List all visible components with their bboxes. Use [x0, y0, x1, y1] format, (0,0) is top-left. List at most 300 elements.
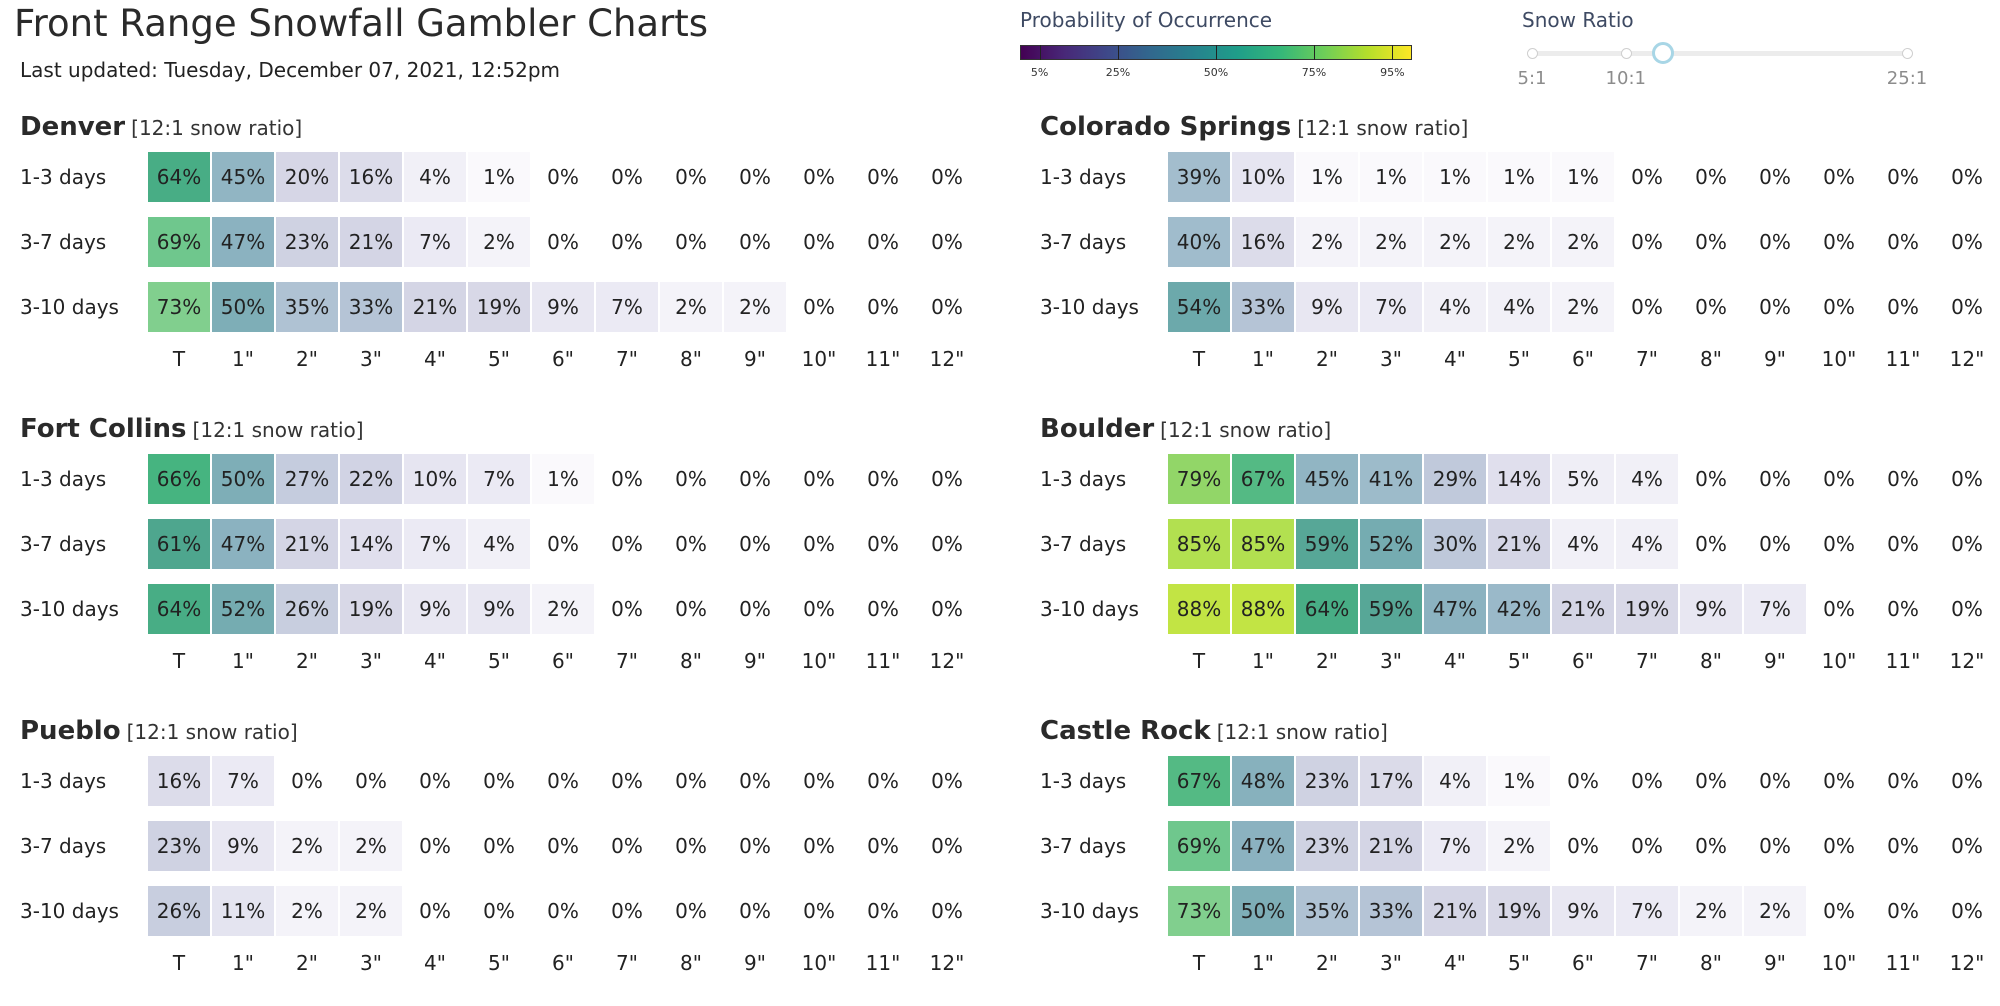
x-tick-label: 1" — [232, 951, 254, 975]
x-tick-label: 5" — [1508, 649, 1530, 673]
heatmap-cell: 0% — [1936, 454, 1998, 504]
chart-title: Fort Collins — [20, 414, 187, 444]
chart-castle-rock — [1040, 716, 2000, 1006]
heatmap-cell: 0% — [340, 756, 402, 806]
heatmap-cell: 47% — [1424, 584, 1486, 634]
legend-tickmark — [1040, 45, 1041, 60]
x-tick-label: 9" — [1764, 649, 1786, 673]
heatmap-cell: 0% — [1872, 152, 1934, 202]
chart-header — [20, 112, 302, 142]
x-tick-label: 4" — [424, 649, 446, 673]
heatmap-cell: 0% — [1872, 519, 1934, 569]
heatmap-cell: 0% — [404, 886, 466, 936]
heatmap-cell: 0% — [596, 886, 658, 936]
heatmap-cell: 0% — [1680, 519, 1742, 569]
x-tick-label: 7" — [616, 347, 638, 371]
heatmap-cell: 2% — [276, 886, 338, 936]
heatmap-cell: 0% — [404, 756, 466, 806]
heatmap-cell: 0% — [1936, 519, 1998, 569]
x-tick-label: 8" — [1700, 649, 1722, 673]
heatmap-cell: 26% — [148, 886, 210, 936]
heatmap-cell: 2% — [468, 217, 530, 267]
heatmap-cell: 4% — [1552, 519, 1614, 569]
x-tick-label: 2" — [1316, 347, 1338, 371]
heatmap-cell: 79% — [1168, 454, 1230, 504]
heatmap-cell: 4% — [404, 152, 466, 202]
heatmap-cell: 0% — [1616, 217, 1678, 267]
x-tick-label: 11" — [865, 649, 901, 673]
heatmap-cell: 0% — [852, 217, 914, 267]
x-tick-label: 9" — [744, 649, 766, 673]
heatmap-cell: 0% — [852, 584, 914, 634]
heatmap-cell: 0% — [660, 519, 722, 569]
heatmap-cell: 21% — [276, 519, 338, 569]
heatmap-cell: 0% — [1808, 152, 1870, 202]
heatmap-cell: 4% — [468, 519, 530, 569]
row-label: 3-7 days — [20, 230, 107, 254]
x-tick-label: 1" — [1252, 347, 1274, 371]
heatmap-cell: 10% — [1232, 152, 1294, 202]
heatmap-cell: 0% — [660, 821, 722, 871]
slider-title: Snow Ratio — [1522, 8, 1634, 32]
heatmap-cell: 0% — [1744, 217, 1806, 267]
heatmap-cell: 4% — [1616, 454, 1678, 504]
x-tick-label: 1" — [1252, 649, 1274, 673]
heatmap-cell: 17% — [1360, 756, 1422, 806]
heatmap-cell: 19% — [1616, 584, 1678, 634]
heatmap-cell: 0% — [1680, 454, 1742, 504]
heatmap-cell: 0% — [916, 519, 978, 569]
heatmap-cell: 11% — [212, 886, 274, 936]
chart-title: Denver — [20, 112, 126, 142]
x-tick-label: 8" — [680, 649, 702, 673]
x-tick-label: 2" — [1316, 951, 1338, 975]
chart-header — [1040, 716, 1388, 746]
x-tick-label: 12" — [929, 649, 965, 673]
slider-mark-dot[interactable] — [1902, 48, 1913, 59]
heatmap-cell: 0% — [1936, 821, 1998, 871]
heatmap-cell: 0% — [1744, 454, 1806, 504]
x-tick-label: 3" — [360, 951, 382, 975]
x-tick-label: 12" — [929, 347, 965, 371]
x-tick-label: 5" — [488, 347, 510, 371]
slider-mark-label: 25:1 — [1886, 68, 1928, 89]
heatmap-cell: 88% — [1168, 584, 1230, 634]
heatmap-cell: 30% — [1424, 519, 1486, 569]
heatmap-cell: 0% — [852, 519, 914, 569]
x-tick-label: 3" — [1380, 347, 1402, 371]
heatmap-cell: 66% — [148, 454, 210, 504]
row-label: 3-10 days — [1040, 899, 1139, 923]
row-label: 1-3 days — [1040, 165, 1127, 189]
heatmap-cell: 0% — [852, 756, 914, 806]
heatmap-cell: 0% — [1744, 756, 1806, 806]
heatmap-cell: 5% — [1552, 454, 1614, 504]
heatmap-cell: 0% — [1744, 821, 1806, 871]
x-tick-label: 10" — [801, 951, 837, 975]
heatmap-cell: 0% — [532, 886, 594, 936]
heatmap-cell: 0% — [724, 821, 786, 871]
x-tick-label: T — [1192, 951, 1206, 975]
heatmap-cell: 0% — [1936, 282, 1998, 332]
heatmap-cell: 0% — [1808, 756, 1870, 806]
x-tick-label: 10" — [1821, 951, 1857, 975]
heatmap-cell: 47% — [1232, 821, 1294, 871]
heatmap-cell: 4% — [1488, 282, 1550, 332]
heatmap-cell: 0% — [1680, 152, 1742, 202]
heatmap-cell: 0% — [596, 821, 658, 871]
heatmap-cell: 7% — [1360, 282, 1422, 332]
x-tick-label: 5" — [1508, 951, 1530, 975]
heatmap-cell: 33% — [340, 282, 402, 332]
slider-track[interactable] — [1528, 51, 1908, 56]
heatmap-cell: 0% — [1616, 282, 1678, 332]
x-tick-label: 11" — [1885, 649, 1921, 673]
x-tick-label: 10" — [1821, 347, 1857, 371]
heatmap-cell: 14% — [1488, 454, 1550, 504]
x-tick-label: 5" — [1508, 347, 1530, 371]
x-tick-label: 7" — [1636, 649, 1658, 673]
legend-tickmark — [1118, 45, 1119, 60]
row-label: 3-10 days — [1040, 295, 1139, 319]
x-tick-label: 11" — [1885, 951, 1921, 975]
snow-ratio-slider[interactable] — [1517, 8, 1940, 89]
x-tick-label: T — [172, 951, 186, 975]
x-tick-label: T — [1192, 347, 1206, 371]
legend-tick-label: 95% — [1380, 66, 1405, 79]
heatmap-cell: 64% — [148, 152, 210, 202]
legend-tick-label: 75% — [1301, 66, 1327, 79]
heatmap-cell: 0% — [1808, 282, 1870, 332]
heatmap-cell: 23% — [1296, 821, 1358, 871]
heatmap-cell: 0% — [1872, 282, 1934, 332]
heatmap-cell: 0% — [788, 519, 850, 569]
slider-mark-label: 10:1 — [1605, 68, 1646, 89]
heatmap-cell: 0% — [916, 152, 978, 202]
heatmap-cell: 2% — [1360, 217, 1422, 267]
x-tick-label: 12" — [1949, 951, 1985, 975]
x-tick-label: 1" — [232, 347, 254, 371]
slider-mark-dot[interactable] — [1621, 48, 1632, 59]
heatmap-cell: 16% — [148, 756, 210, 806]
heatmap-cell: 0% — [788, 584, 850, 634]
heatmap-cell: 0% — [1744, 519, 1806, 569]
x-tick-label: 7" — [1636, 347, 1658, 371]
x-tick-label: 6" — [552, 649, 574, 673]
heatmap-cell: 0% — [1744, 282, 1806, 332]
chart-title: Pueblo — [20, 716, 121, 746]
chart-denver — [20, 112, 1010, 402]
row-label: 3-7 days — [1040, 230, 1127, 254]
heatmap-cell: 0% — [788, 821, 850, 871]
heatmap-cell: 2% — [276, 821, 338, 871]
x-tick-label: T — [172, 649, 186, 673]
heatmap-cell: 7% — [468, 454, 530, 504]
heatmap-cell: 20% — [276, 152, 338, 202]
x-tick-label: 11" — [865, 347, 901, 371]
row-label: 1-3 days — [20, 467, 107, 491]
heatmap-cell: 0% — [1872, 217, 1934, 267]
heatmap-cell: 0% — [1808, 886, 1870, 936]
heatmap-cell: 0% — [1744, 152, 1806, 202]
x-tick-label: 2" — [296, 347, 318, 371]
heatmap-cell: 73% — [1168, 886, 1230, 936]
x-tick-label: 12" — [1949, 347, 1985, 371]
heatmap-cell: 2% — [1680, 886, 1742, 936]
heatmap-cell: 0% — [1616, 152, 1678, 202]
slider-mark-dot[interactable] — [1527, 48, 1538, 59]
heatmap-cell: 4% — [1424, 282, 1486, 332]
x-tick-label: 8" — [680, 951, 702, 975]
x-tick-label: 11" — [865, 951, 901, 975]
heatmap-cell: 0% — [660, 584, 722, 634]
heatmap-cell: 2% — [1488, 217, 1550, 267]
x-tick-label: 3" — [360, 649, 382, 673]
heatmap-cell: 0% — [724, 584, 786, 634]
heatmap-cell: 0% — [724, 152, 786, 202]
heatmap-cell: 35% — [276, 282, 338, 332]
heatmap-cell: 0% — [1680, 282, 1742, 332]
heatmap-cell: 0% — [1808, 584, 1870, 634]
chart-title: Boulder — [1040, 414, 1155, 444]
heatmap-cell: 21% — [1488, 519, 1550, 569]
heatmap-cell: 1% — [1488, 152, 1550, 202]
heatmap-cell: 0% — [276, 756, 338, 806]
heatmap-cell: 14% — [340, 519, 402, 569]
x-tick-label: 8" — [1700, 951, 1722, 975]
heatmap-cell: 0% — [532, 152, 594, 202]
legend-tickmark — [1216, 45, 1217, 60]
x-tick-label: 2" — [296, 951, 318, 975]
heatmap-cell: 47% — [212, 217, 274, 267]
row-label: 3-10 days — [20, 295, 119, 319]
heatmap-cell: 0% — [660, 756, 722, 806]
row-label: 3-7 days — [1040, 532, 1127, 556]
heatmap-cell: 0% — [1936, 152, 1998, 202]
row-label: 3-10 days — [1040, 597, 1139, 621]
heatmap-cell: 2% — [1488, 821, 1550, 871]
heatmap-cell: 9% — [1296, 282, 1358, 332]
legend-tickmark — [1392, 45, 1393, 60]
heatmap-cell: 7% — [404, 217, 466, 267]
heatmap-cell: 42% — [1488, 584, 1550, 634]
heatmap-cell: 0% — [532, 519, 594, 569]
x-tick-label: 1" — [1252, 951, 1274, 975]
x-tick-label: T — [1192, 649, 1206, 673]
heatmap-cell: 1% — [1296, 152, 1358, 202]
x-tick-label: 3" — [1380, 649, 1402, 673]
x-tick-label: 7" — [616, 649, 638, 673]
heatmap-cell: 0% — [1552, 821, 1614, 871]
heatmap-cell: 22% — [340, 454, 402, 504]
heatmap-cell: 33% — [1360, 886, 1422, 936]
x-tick-label: 5" — [488, 649, 510, 673]
heatmap-cell: 0% — [852, 454, 914, 504]
heatmap-cell: 67% — [1232, 454, 1294, 504]
heatmap-cell: 0% — [596, 454, 658, 504]
heatmap-cell: 0% — [1936, 584, 1998, 634]
heatmap-cell: 0% — [724, 756, 786, 806]
x-tick-label: 6" — [552, 951, 574, 975]
heatmap-cell: 0% — [724, 519, 786, 569]
heatmap-cell: 7% — [1616, 886, 1678, 936]
heatmap-cell: 21% — [404, 282, 466, 332]
heatmap-cell: 0% — [1808, 454, 1870, 504]
heatmap-cell: 0% — [916, 282, 978, 332]
heatmap-cell: 2% — [724, 282, 786, 332]
chart-header — [20, 716, 298, 746]
heatmap-cell: 0% — [1680, 756, 1742, 806]
heatmap-cell: 85% — [1232, 519, 1294, 569]
heatmap-cell: 0% — [788, 454, 850, 504]
heatmap-cell: 0% — [532, 821, 594, 871]
x-tick-label: 12" — [929, 951, 965, 975]
heatmap-cell: 0% — [724, 217, 786, 267]
heatmap-cell: 0% — [596, 217, 658, 267]
x-tick-label: 10" — [801, 649, 837, 673]
page-title: Front Range Snowfall Gambler Charts — [14, 2, 709, 45]
x-tick-label: 4" — [424, 951, 446, 975]
heatmap-cell: 0% — [596, 584, 658, 634]
heatmap-cell: 0% — [404, 821, 466, 871]
x-tick-label: 4" — [424, 347, 446, 371]
heatmap-cell: 0% — [1936, 886, 1998, 936]
heatmap-cell: 0% — [916, 821, 978, 871]
legend-tickmark — [1314, 45, 1315, 60]
heatmap-cell: 9% — [404, 584, 466, 634]
row-label: 1-3 days — [1040, 467, 1127, 491]
heatmap-cell: 0% — [788, 217, 850, 267]
x-tick-label: 4" — [1444, 649, 1466, 673]
heatmap-cell: 9% — [1680, 584, 1742, 634]
x-tick-label: 4" — [1444, 951, 1466, 975]
heatmap-cell: 2% — [1296, 217, 1358, 267]
heatmap-cell: 40% — [1168, 217, 1230, 267]
row-label: 1-3 days — [1040, 769, 1127, 793]
x-tick-label: 2" — [1316, 649, 1338, 673]
row-label: 3-7 days — [20, 532, 107, 556]
row-label: 3-7 days — [20, 834, 107, 858]
heatmap-cell: 50% — [1232, 886, 1294, 936]
x-tick-label: 6" — [552, 347, 574, 371]
heatmap-cell: 0% — [1680, 821, 1742, 871]
heatmap-cell: 0% — [916, 217, 978, 267]
chart-header — [1040, 112, 1468, 142]
heatmap-cell: 0% — [916, 886, 978, 936]
heatmap-cell: 2% — [532, 584, 594, 634]
heatmap-cell: 0% — [532, 217, 594, 267]
x-tick-label: 9" — [1764, 951, 1786, 975]
heatmap-cell: 23% — [148, 821, 210, 871]
legend-tick-label: 50% — [1203, 66, 1229, 79]
x-tick-label: 12" — [1949, 649, 1985, 673]
x-tick-label: 5" — [488, 951, 510, 975]
heatmap-cell: 23% — [1296, 756, 1358, 806]
heatmap-cell: 0% — [1936, 217, 1998, 267]
heatmap-cell: 0% — [660, 217, 722, 267]
heatmap-cell: 45% — [212, 152, 274, 202]
heatmap-cell: 2% — [1424, 217, 1486, 267]
heatmap-cell: 0% — [1872, 886, 1934, 936]
x-tick-label: 10" — [1821, 649, 1857, 673]
x-tick-label: 6" — [1572, 951, 1594, 975]
heatmap-cell: 0% — [788, 152, 850, 202]
heatmap-cell: 0% — [532, 756, 594, 806]
heatmap-cell: 52% — [212, 584, 274, 634]
row-label: 3-10 days — [20, 899, 119, 923]
heatmap-cell: 50% — [212, 454, 274, 504]
chart-subtitle: [12:1 snow ratio] — [192, 418, 364, 442]
heatmap-cell: 23% — [276, 217, 338, 267]
heatmap-cell: 0% — [852, 282, 914, 332]
heatmap-cell: 41% — [1360, 454, 1422, 504]
heatmap-cell: 9% — [532, 282, 594, 332]
slider-handle[interactable] — [1652, 42, 1674, 64]
heatmap-cell: 0% — [1872, 454, 1934, 504]
heatmap-cell: 0% — [1872, 821, 1934, 871]
chart-subtitle: [12:1 snow ratio] — [1216, 720, 1388, 744]
heatmap-cell: 0% — [596, 756, 658, 806]
heatmap-cell: 50% — [212, 282, 274, 332]
heatmap-cell: 0% — [660, 886, 722, 936]
heatmap-cell: 21% — [1552, 584, 1614, 634]
chart-fort-collins — [20, 414, 1010, 704]
chart-title: Castle Rock — [1040, 716, 1211, 746]
legend-tick-label: 25% — [1105, 66, 1131, 79]
x-tick-label: 1" — [232, 649, 254, 673]
heatmap-cell: 1% — [1488, 756, 1550, 806]
heatmap-cell: 0% — [852, 821, 914, 871]
heatmap-cell: 2% — [340, 886, 402, 936]
chart-colorado-springs — [1040, 112, 2000, 402]
x-tick-label: 10" — [801, 347, 837, 371]
heatmap-cell: 0% — [1872, 584, 1934, 634]
heatmap-cell: 7% — [596, 282, 658, 332]
heatmap-cell: 7% — [1744, 584, 1806, 634]
heatmap-cell: 0% — [852, 886, 914, 936]
chart-boulder — [1040, 414, 2000, 704]
heatmap-cell: 73% — [148, 282, 210, 332]
x-tick-label: 6" — [1572, 347, 1594, 371]
heatmap-cell: 9% — [212, 821, 274, 871]
row-label: 1-3 days — [20, 769, 107, 793]
chart-subtitle: [12:1 snow ratio] — [1297, 116, 1469, 140]
heatmap-cell: 67% — [1168, 756, 1230, 806]
heatmap-cell: 39% — [1168, 152, 1230, 202]
heatmap-cell: 0% — [1680, 217, 1742, 267]
heatmap-cell: 52% — [1360, 519, 1422, 569]
heatmap-cell: 33% — [1232, 282, 1294, 332]
x-tick-label: 9" — [744, 951, 766, 975]
heatmap-cell: 0% — [724, 454, 786, 504]
chart-pueblo — [20, 716, 1010, 1006]
heatmap-cell: 19% — [1488, 886, 1550, 936]
heatmap-cell: 59% — [1360, 584, 1422, 634]
last-updated: Last updated: Tuesday, December 07, 2021, 12:52pm — [20, 58, 561, 82]
heatmap-cell: 48% — [1232, 756, 1294, 806]
heatmap-cell: 0% — [1616, 756, 1678, 806]
x-tick-label: 8" — [1700, 347, 1722, 371]
heatmap-cell: 7% — [1424, 821, 1486, 871]
heatmap-cell: 47% — [212, 519, 274, 569]
heatmap-cell: 0% — [1552, 756, 1614, 806]
chart-title: Colorado Springs — [1040, 112, 1292, 142]
heatmap-cell: 7% — [404, 519, 466, 569]
heatmap-cell: 0% — [1936, 756, 1998, 806]
heatmap-cell: 0% — [468, 821, 530, 871]
heatmap-cell: 54% — [1168, 282, 1230, 332]
heatmap-cell: 9% — [1552, 886, 1614, 936]
